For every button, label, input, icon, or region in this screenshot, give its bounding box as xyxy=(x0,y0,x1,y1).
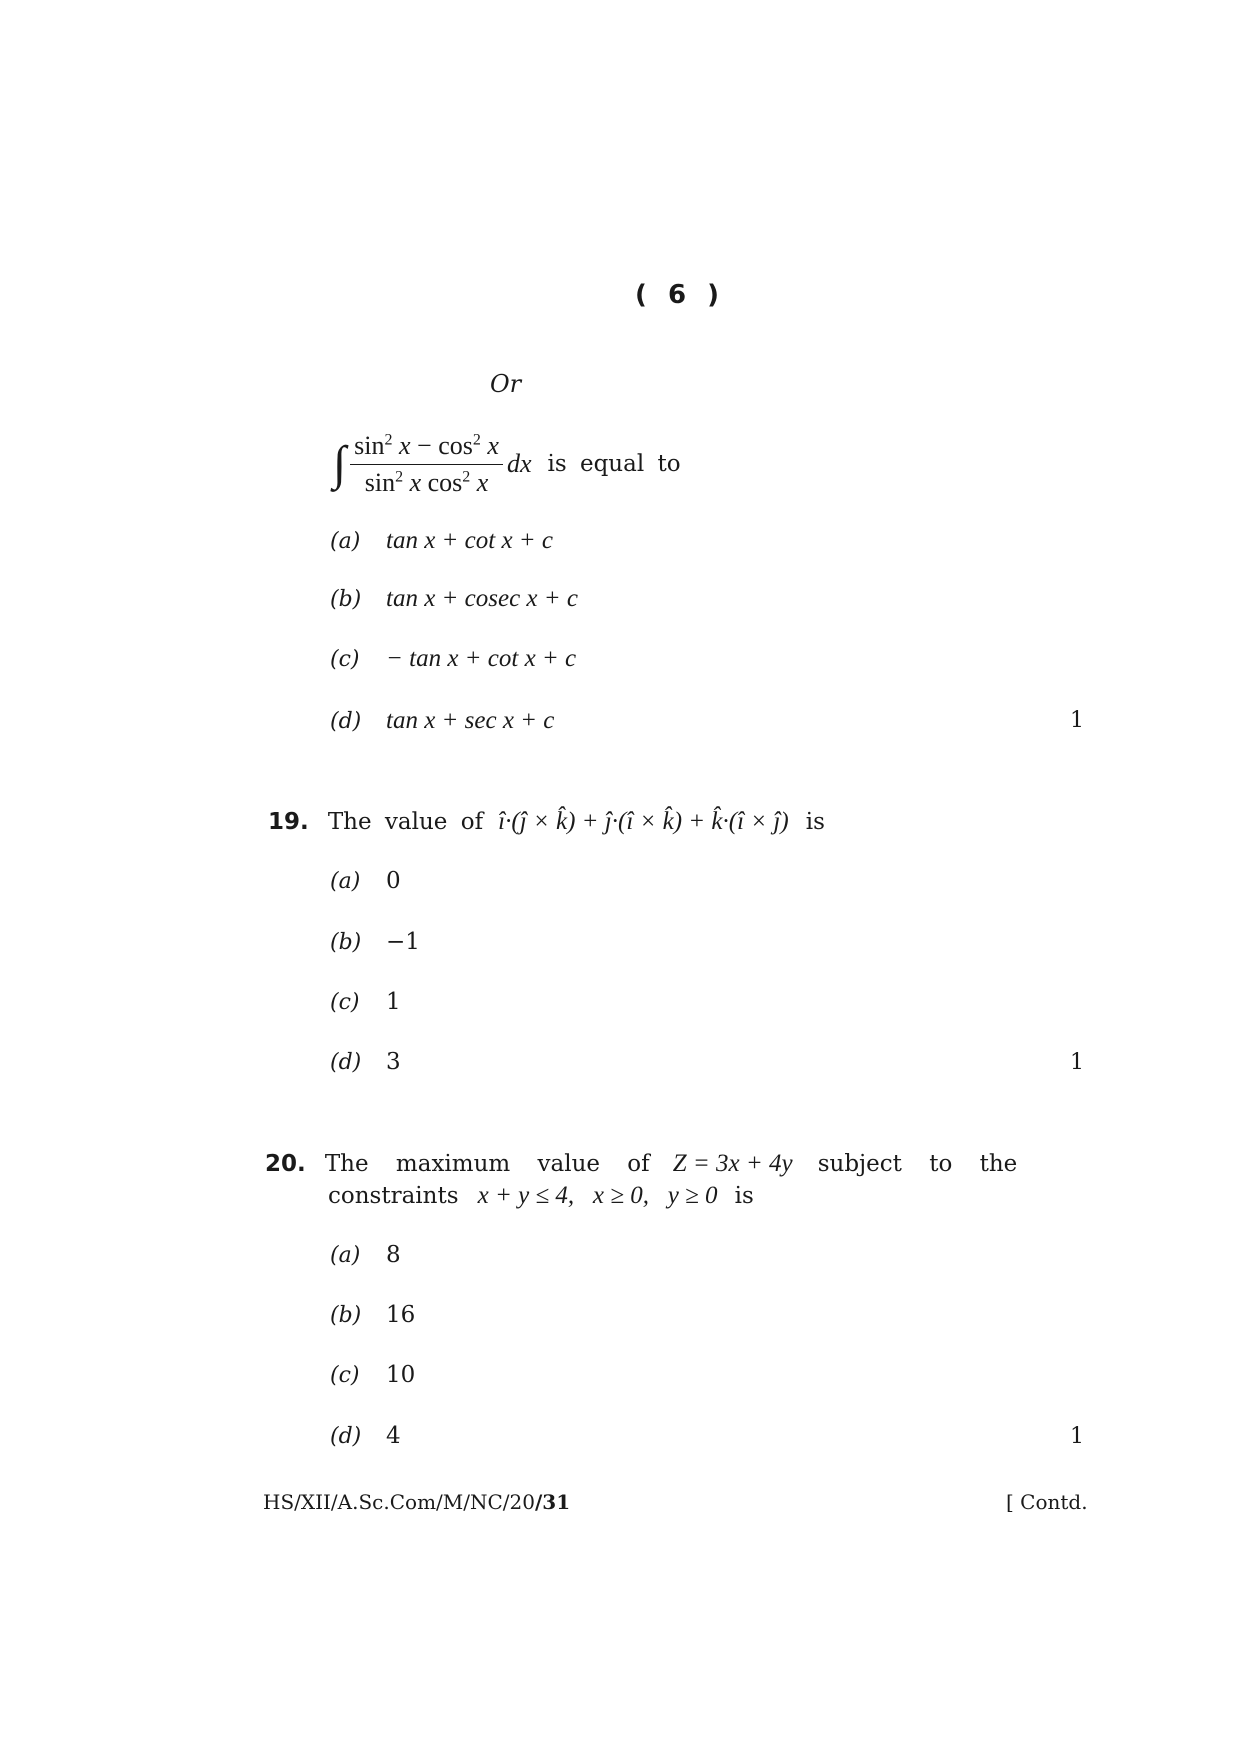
q18-option-d: (d) tan x + sec x + c xyxy=(330,707,555,734)
q20-number: 20. xyxy=(265,1151,306,1177)
q20-constraints: x + y ≤ 4, x ≥ 0, y ≥ 0 xyxy=(477,1182,718,1209)
q19-expression: î·(ĵ × k̂) + ĵ·(î × k̂) + k̂·(î × ĵ) xyxy=(498,808,789,835)
q20-line2-suffix: is xyxy=(734,1183,754,1209)
q20-line1-suffix: subject to the xyxy=(817,1151,1018,1177)
numerator: $\sin^2 x - \cos^2 x$ xyxy=(350,431,503,465)
page-number: ( 6 ) xyxy=(635,280,725,310)
footer-contd: [ Contd. xyxy=(1006,1490,1088,1514)
dx: dx xyxy=(506,449,532,478)
q19-option-a: (a) 0 xyxy=(330,868,401,894)
q19-number: 19. xyxy=(268,809,309,835)
q20-objective: Z = 3x + 4y xyxy=(672,1150,793,1177)
q20-option-d: (d) 4 xyxy=(330,1423,401,1449)
q19-text-suffix: is xyxy=(805,809,825,835)
integral-sign: ∫ xyxy=(333,437,347,490)
footer-code: HS/XII/A.Sc.Com/M/NC/20/31 xyxy=(263,1490,571,1514)
q20-line1-prefix: The maximum value of xyxy=(324,1151,650,1177)
q19-marks: 1 xyxy=(1070,1050,1084,1075)
q19-text-prefix: The value of xyxy=(327,809,484,835)
q20-option-c: (c) 10 xyxy=(330,1362,416,1388)
q20-option-a: (a) 8 xyxy=(330,1242,401,1268)
question-19 xyxy=(268,808,825,836)
question-20 xyxy=(265,1150,1017,1178)
denominator: $\sin^2 x$ $\cos^2 x$ xyxy=(364,467,489,497)
q18-option-a: (a) tan x + cot x + c xyxy=(330,527,554,554)
q19-option-d: (d) 3 xyxy=(330,1049,401,1075)
integral-suffix: is equal to xyxy=(547,451,681,477)
q19-option-c: (c) 1 xyxy=(330,989,401,1015)
q19-option-b: (b) −1 xyxy=(330,929,420,955)
q20-marks: 1 xyxy=(1070,1424,1084,1449)
q20-option-b: (b) 16 xyxy=(330,1302,416,1328)
q20-line2 xyxy=(328,1182,754,1210)
q20-line2-prefix: constraints xyxy=(328,1183,459,1209)
q18-option-b: (b) tan x + cosec x + c xyxy=(330,585,578,612)
q18-option-c: (c) − tan x + cot x + c xyxy=(330,645,577,672)
or-label: Or xyxy=(490,370,522,398)
integral-expression xyxy=(333,426,681,502)
integrand-fraction xyxy=(350,431,503,498)
q18-marks: 1 xyxy=(1070,708,1084,733)
